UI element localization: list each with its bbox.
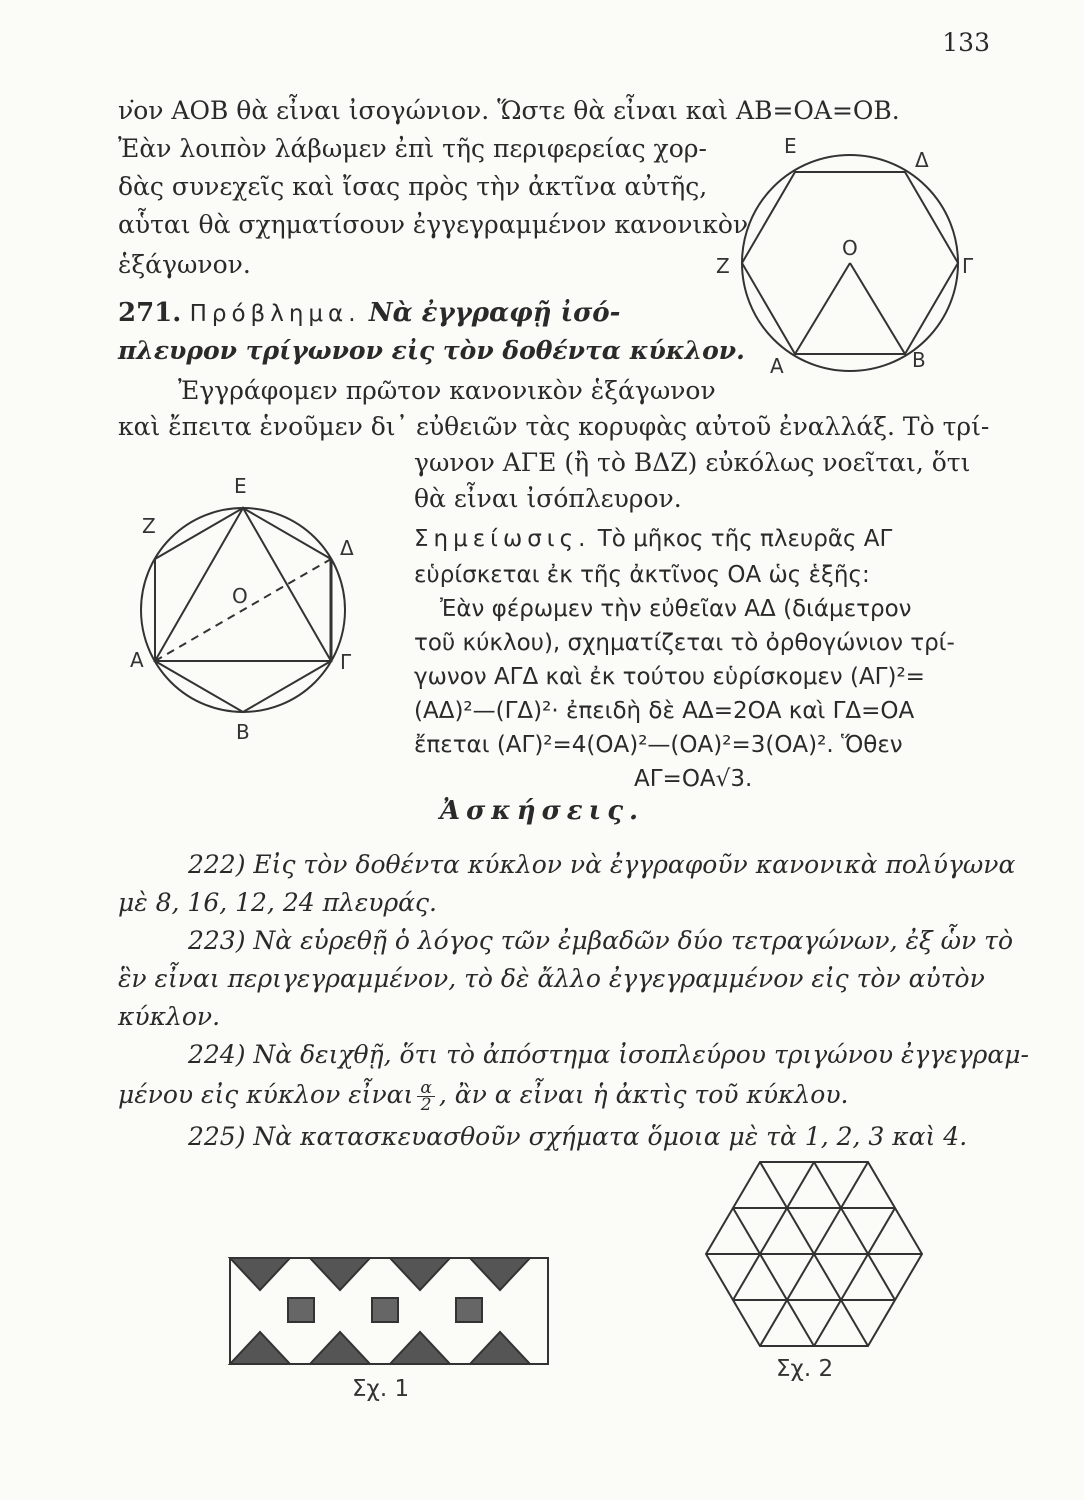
figure-schema-1	[230, 1258, 548, 1364]
label-top-o: O	[842, 236, 858, 260]
label-mid-z: Z	[142, 514, 156, 538]
diameter-ad	[155, 559, 331, 661]
label-mid-b: B	[236, 720, 250, 744]
label-mid-e: E	[234, 474, 247, 498]
schema1-square-2	[372, 1298, 398, 1322]
label-top-d: Δ	[915, 148, 929, 172]
figure-schema-2	[706, 1162, 922, 1346]
note-line-d: τοῦ κύκλου), σχηματίζεται τὸ ὀρθογώνιον τρί-	[414, 630, 955, 656]
note-line-c: Ἐὰν φέρωμεν τὴν εὐθεῖαν ΑΔ (διάμετρον	[440, 596, 912, 622]
radius-oa	[795, 263, 850, 354]
schema1-tri-2	[310, 1258, 370, 1290]
fraction-denominator: 2	[420, 1095, 432, 1115]
text-line-8: Ἐγγράφομεν πρῶτον κανονικὸν ἑξάγωνον	[178, 376, 716, 405]
note-line-f: (ΑΔ)²—(ΓΔ)²· ἐπειδὴ δὲ ΑΔ=2ΟΑ καὶ ΓΔ=ΟΑ	[414, 698, 915, 724]
page-number: 133	[942, 28, 990, 57]
text-line-2: Ἐὰν λοιπὸν λάβωμεν ἐπὶ τῆς περιφερείας χορ-	[118, 134, 707, 163]
schema1-tri-8	[470, 1332, 530, 1364]
label-mid-d: Δ	[340, 536, 354, 560]
label-mid-a: A	[130, 648, 144, 672]
label-top-e: E	[784, 134, 797, 158]
schema1-tri-4	[470, 1258, 530, 1290]
label-mid-o: O	[232, 584, 248, 608]
caption-fig1: Σχ. 1	[352, 1376, 410, 1402]
schema1-tri-1	[230, 1258, 290, 1290]
exercise-222-b: μὲ 8, 16, 12, 24 πλευράς.	[118, 888, 437, 917]
exercise-223-b: ἓν εἶναι περιγεγραμμένον, τὸ δὲ ἄλλο ἐγγεγραμμένον εἰς τὸν αὐτὸν	[118, 964, 985, 993]
text-line-4: αὗται θὰ σχηματίσουν ἐγγεγραμμένον κανονικὸν	[118, 210, 749, 239]
schema2-d6	[814, 1208, 895, 1346]
schema2-d5	[733, 1162, 814, 1300]
note-word: Σημείωσις.	[414, 526, 591, 552]
radius-ob	[850, 263, 905, 354]
schema1-tri-7	[390, 1332, 450, 1364]
problem-number: 271.	[118, 298, 182, 328]
text-line-10: γωνον ΑΓΕ (ἢ τὸ ΒΔΖ) εὐκόλως νοεῖται, ὅτι	[414, 448, 971, 477]
note-line-e: γωνον ΑΓΔ καὶ ἐκ τούτου εὑρίσκομεν (ΑΓ)²=	[414, 664, 925, 690]
problem-word: Πρόβλημα.	[189, 301, 361, 327]
exercises-heading: Ἀσκήσεις.	[439, 796, 645, 826]
label-top-g: Γ	[962, 254, 974, 278]
label-top-z: Z	[716, 254, 730, 278]
figure-inscribed-triangle	[141, 508, 345, 712]
text-line-5: ἑξάγωνον.	[118, 250, 251, 279]
label-top-a: A	[770, 354, 784, 378]
schema2-d3	[733, 1208, 814, 1346]
figure-hexagon-top	[742, 155, 958, 371]
text-line-1: ν͘ον ΑΟΒ θὰ εἶναι ἰσογώνιον. Ὥστε θὰ εἶναι καὶ ΑΒ=ΟΑ=ΟΒ.	[118, 96, 900, 125]
fraction-numerator: α	[417, 1080, 434, 1097]
exercise-223-c: κύκλον.	[118, 1002, 221, 1031]
exercise-224-a: 224) Νὰ δειχθῇ, ὅτι τὸ ἀπόστημα ἰσοπλεύρου τριγώνου ἐγγεγραμ-	[188, 1040, 1029, 1069]
schema1-tri-3	[390, 1258, 450, 1290]
note-text-a: Τὸ μῆκος τῆς πλευρᾶς ΑΓ	[597, 526, 893, 552]
text-line-11: θὰ εἶναι ἰσόπλευρον.	[414, 484, 682, 513]
schema1-tri-6	[310, 1332, 370, 1364]
note-line-g: ἔπεται (ΑΓ)²=4(ΟΑ)²—(ΟΑ)²=3(ΟΑ)². Ὅθεν	[414, 732, 903, 758]
schema1-tri-5	[230, 1332, 290, 1364]
exercise-223-a: 223) Νὰ εὑρεθῇ ὁ λόγος τῶν ἐμβαδῶν δύο τετραγώνων, ἐξ ὧν τὸ	[188, 926, 1014, 955]
text-line-3: δὰς συνεχεῖς καὶ ἴσας πρὸς τὴν ἀκτῖνα αὐτῆς,	[118, 172, 708, 201]
exercise-224-b2: , ἂν α εἶναι ἡ ἀκτὶς τοῦ κύκλου.	[438, 1080, 849, 1109]
text-line-9: καὶ ἔπειτα ἑνοῦμεν δι᾽ εὐθειῶν τὰς κορυφὰς αὐτοῦ ἐναλλάξ. Τὸ τρί-	[118, 412, 990, 441]
exercise-222-a: 222) Εἰς τὸν δοθέντα κύκλον νὰ ἐγγραφοῦν κανονικὰ πολύγωνα	[188, 850, 1016, 879]
problem-title-b: πλευρον τρίγωνον εἰς τὸν δοθέντα κύκλον.	[118, 336, 745, 365]
caption-fig2: Σχ. 2	[776, 1356, 834, 1382]
schema1-square-3	[456, 1298, 482, 1322]
schema1-square-1	[288, 1298, 314, 1322]
note-line-b: εὑρίσκεται ἐκ τῆς ἀκτῖνος ΟΑ ὡς ἑξῆς:	[414, 562, 870, 588]
exercise-225: 225) Νὰ κατασκευασθοῦν σχήματα ὅμοια μὲ τὰ 1, 2, 3 καὶ 4.	[188, 1122, 968, 1151]
exercise-224-b1: μένου εἰς κύκλον εἶναι	[118, 1080, 414, 1109]
problem-title-a: Νὰ ἐγγραφῇ ἰσό-	[368, 298, 621, 328]
schema2-d2	[814, 1162, 895, 1300]
label-mid-g: Γ	[340, 650, 352, 674]
note-line-h: ΑΓ=ΟΑ√3.	[634, 766, 753, 792]
label-top-b: B	[912, 348, 926, 372]
